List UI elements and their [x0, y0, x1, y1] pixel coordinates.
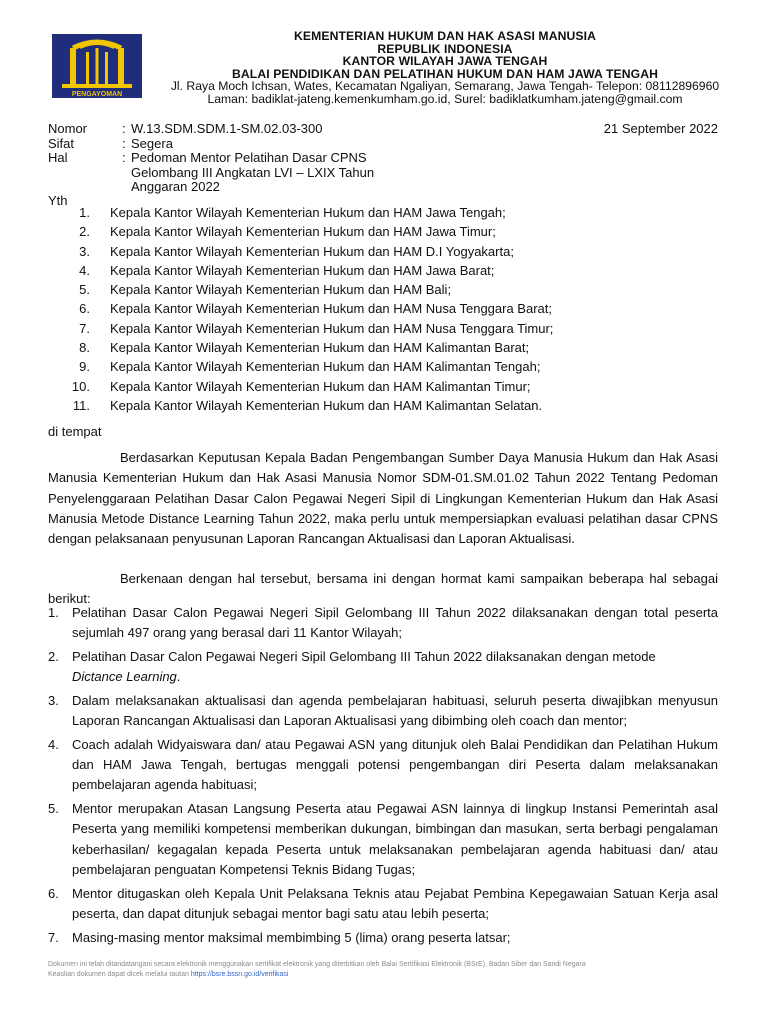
- recipient-number: 8.: [79, 340, 90, 356]
- institution-contact: Laman: badiklat-jateng.kemenkumham.go.id, Surel: badiklatkumham.jateng@gmail.com: [207, 91, 683, 106]
- point-body: Coach adalah Widyaiswara dan/ atau Pegawai ASN yang ditunjuk oleh Balai Pendidikan dan Pelatihan Hukum dan HAM Jawa Tengah, bertugas menggali potensi pengembangan diri Peserta dalam melaksanakan pembelajaran agenda habituasi;: [72, 737, 718, 793]
- recipient-number: 7.: [79, 320, 90, 336]
- salutation-yth: Yth: [48, 193, 68, 208]
- point-body: Masing-masing mentor maksimal membimbing 5 (lima) orang peserta latsar;: [72, 929, 511, 945]
- letter-date: 21 September 2022: [603, 121, 718, 136]
- recipient-number: 9.: [79, 359, 90, 375]
- point-item: [48, 691, 718, 731]
- recipient-item: [48, 280, 738, 299]
- institution-name: BALAI PENDIDIKAN DAN PELATIHAN HUKUM DAN HAM JAWA TENGAH: [231, 66, 659, 81]
- point-number: 1.: [48, 605, 59, 620]
- meta-nomor-label: Nomor: [48, 121, 88, 136]
- recipient-item: [48, 261, 738, 280]
- meta-hal: [48, 151, 441, 195]
- point-number: 7.: [48, 929, 59, 945]
- meta-hal-line: Pedoman Mentor Pelatihan Dasar CPNS: [131, 150, 367, 165]
- recipient-text: Kepala Kantor Wilayah Kementerian Hukum dan HAM Kalimantan Timur;: [110, 378, 531, 394]
- recipient-text: Kepala Kantor Wilayah Kementerian Hukum dan HAM Kalimantan Barat;: [110, 340, 530, 356]
- point-text: [72, 928, 718, 948]
- recipient-text: Kepala Kantor Wilayah Kementerian Hukum dan HAM Kalimantan Tengah;: [110, 359, 541, 375]
- republic-name: REPUBLIK INDONESIA: [377, 41, 513, 56]
- recipient-text: Kepala Kantor Wilayah Kementerian Hukum dan HAM Kalimantan Selatan.: [110, 397, 543, 413]
- point-text: [72, 799, 718, 880]
- recipient-text: Kepala Kantor Wilayah Kementerian Hukum dan HAM Nusa Tenggara Barat;: [110, 301, 552, 317]
- footer-line-1: Dokumen ini telah ditandatangani secara elektronik menggunakan sertifikat elektronik yang diterbitkan oleh Balai Sertifikasi Elektronik (BSrE), Badan Siber dan Sandi Negara: [48, 961, 586, 968]
- point-number: 4.: [48, 737, 59, 752]
- point-number: 3.: [48, 693, 59, 708]
- meta-colon: :: [122, 150, 126, 165]
- recipient-item: [48, 377, 738, 396]
- recipient-text: Kepala Kantor Wilayah Kementerian Hukum dan HAM Jawa Barat;: [110, 262, 495, 278]
- point-text: [72, 884, 718, 924]
- point-item: [48, 603, 718, 643]
- recipient-number: 10.: [71, 378, 90, 394]
- point-body: Mentor ditugaskan oleh Kepala Unit Pelaksana Teknis atau Pejabat Pembina Kepegawaian Satuan Kerja asal peserta, dan dapat ditunjuk sebagai mentor bagi satu atau lebih peserta;: [72, 885, 718, 921]
- point-number: 2.: [48, 649, 59, 664]
- meta-hal-label: Hal: [48, 150, 68, 165]
- recipient-number: 3.: [79, 243, 90, 259]
- intro-paragraph: Berkenaan dengan hal tersebut, bersama ini dengan hormat kami sampaikan beberapa hal sebagai berikut:: [48, 571, 718, 607]
- meta-nomor: [48, 122, 441, 137]
- points-list: [48, 603, 718, 951]
- point-text: [72, 735, 718, 796]
- recipient-text: Kepala Kantor Wilayah Kementerian Hukum dan HAM Jawa Tengah;: [110, 205, 506, 220]
- recipient-list: [48, 203, 738, 415]
- recipient-item: [48, 319, 738, 338]
- pengayoman-logo: [52, 34, 142, 98]
- recipient-item: [48, 357, 738, 376]
- recipient-number: 2.: [79, 224, 90, 240]
- point-text: [72, 603, 718, 643]
- meta-colon: :: [122, 135, 126, 151]
- recipient-item: [48, 299, 738, 318]
- recipient-item: [48, 338, 738, 357]
- institution-address: Jl. Raya Moch Ichsan, Wates, Kecamatan Ngaliyan, Semarang, Jawa Tengah- Telepon: 08112896960: [170, 79, 720, 94]
- recipient-number: 1.: [79, 205, 90, 220]
- recipient-number: 11.: [72, 397, 90, 413]
- meta-sifat-value: Segera: [131, 135, 173, 151]
- esign-footer: [48, 960, 738, 980]
- point-body: Dalam melaksanakan aktualisasi dan agenda pembelajaran habituasi, seluruh peserta diwajibkan menyusun Laporan Rancangan Aktualisasi dan Laporan Aktualisasi yang dibimbing oleh coach dan mentor;: [72, 693, 718, 729]
- point-item: [48, 799, 718, 880]
- recipient-text: Kepala Kantor Wilayah Kementerian Hukum dan HAM Bali;: [110, 282, 452, 298]
- opening-paragraph: Berdasarkan Keputusan Kepala Badan Pengembangan Sumber Daya Manusia Hukum dan Hak Asasi Manusia Kementerian Hukum dan Hak Asasi Manusia Nomor SDM-01.SM.01.02 Tahun 2022 Tentang Pedoman Penyelenggaraan Pelatihan Dasar Calon Pegawai Negeri Sipil di Lingkungan Kementerian Hukum dan Hak Asasi Manusia Metode Distance Learning Tahun 2022, maka perlu untuk mempersiapkan evaluasi pelatihan dasar CPNS dengan pelaksanaan penyusunan Laporan Rancangan Aktualisasi dan Laporan Aktualisasi.: [48, 450, 718, 547]
- recipient-text: Kepala Kantor Wilayah Kementerian Hukum dan HAM D.I Yogyakarta;: [110, 243, 514, 259]
- point-item: [48, 884, 718, 924]
- point-tail: .: [176, 669, 181, 685]
- point-text: [72, 691, 718, 731]
- di-tempat: di tempat: [48, 424, 102, 439]
- point-item: [48, 735, 718, 796]
- recipient-number: 6.: [79, 301, 90, 317]
- footer-prefix: Keaslian dokumen dapat dicek melalui tautan: [48, 971, 189, 978]
- meta-sifat-label: Sifat: [48, 135, 75, 151]
- point-item: [48, 647, 718, 687]
- recipient-item: [48, 222, 738, 241]
- point-body: Pelatihan Dasar Calon Pegawai Negeri Sipil Gelombang III Tahun 2022 dilaksanakan dengan total peserta sejumlah 497 orang yang berasal dari 11 Kantor Wilayah;: [72, 605, 718, 641]
- footer-line-2: [48, 970, 738, 980]
- regional-office-name: KANTOR WILAYAH JAWA TENGAH: [342, 54, 548, 69]
- recipient-item: [48, 203, 738, 222]
- letter-meta: [48, 122, 441, 195]
- point-number: 5.: [48, 801, 59, 817]
- point-italic-term: Dictance Learning: [72, 669, 177, 685]
- meta-hal-line: Gelombang III Angkatan LVI – LXIX Tahun: [131, 164, 375, 180]
- recipient-item: [48, 396, 738, 415]
- logo-caption: PENGAYOMAN: [71, 91, 123, 98]
- meta-hal-value: [131, 151, 441, 195]
- meta-sifat: [48, 137, 441, 152]
- point-item: [48, 928, 718, 948]
- recipient-text: Kepala Kantor Wilayah Kementerian Hukum dan HAM Jawa Timur;: [110, 224, 496, 240]
- meta-colon: :: [122, 121, 126, 136]
- point-text: [72, 647, 718, 687]
- recipient-text: Kepala Kantor Wilayah Kementerian Hukum dan HAM Nusa Tenggara Timur;: [110, 320, 554, 336]
- meta-nomor-value: W.13.SDM.SDM.1-SM.02.03-300: [131, 121, 323, 136]
- point-number: 6.: [48, 885, 59, 901]
- point-body: Pelatihan Dasar Calon Pegawai Negeri Sipil Gelombang III Tahun 2022 dilaksanakan dengan metode: [72, 649, 656, 664]
- meta-hal-line: Anggaran 2022: [131, 179, 220, 194]
- ministry-name: KEMENTERIAN HUKUM DAN HAK ASASI MANUSIA: [293, 29, 597, 43]
- verification-link[interactable]: https://bsre.bssn.go.id/verifikasi: [190, 971, 289, 978]
- recipient-number: 4.: [79, 262, 90, 278]
- point-body: Mentor merupakan Atasan Langsung Peserta atau Pegawai ASN lainnya di lingkup Instansi Pemerintah asal Peserta yang memiliki kompetensi memberikan dukungan, bimbingan dan masukan, serta berbagi pengalaman keberhasilan/ kegagalan kepada Peserta untuk melaksanakan pembelajaran agenda habituasi dan/ atau pembelajaran penguatan Kompetensi Teknis Bidang Tugas;: [72, 801, 718, 877]
- letterhead: [140, 30, 750, 106]
- recipient-number: 5.: [79, 282, 90, 298]
- recipient-item: [48, 242, 738, 261]
